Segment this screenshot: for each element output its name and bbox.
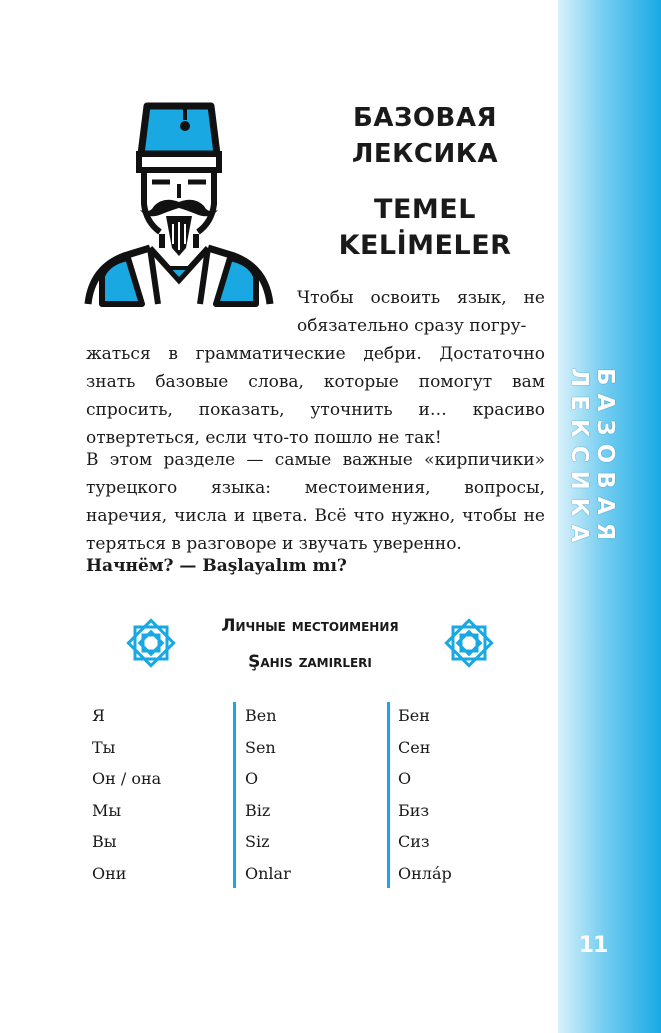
table-cell-russian: Ты [92, 737, 116, 757]
table-cell-russian: Мы [92, 800, 122, 820]
page-number: 11 [578, 933, 608, 958]
table-cell-turkish: Siz [245, 832, 270, 851]
table-cell-pronunciation: Сен [398, 737, 431, 757]
section-title-turkish: Şahıs zamirleri [248, 652, 372, 672]
pronunciation-column [398, 702, 548, 891]
star-ornament-icon [122, 614, 180, 672]
column-divider [387, 702, 390, 888]
table-cell-turkish: Onlar [245, 863, 291, 883]
table-cell-russian: Они [92, 863, 127, 883]
intro-paragraph-3: В этом разделе — самые важные «кирпичики» турецкого языка: местоимения, вопросы, наречия, числа и цвета. Всё что нужно, чтобы не теряться в разговоре и звучать уверенно. [86, 450, 545, 554]
intro-cta: Начнём? — Başlayalım mı? [86, 556, 347, 576]
table-cell-pronunciation: Бен [398, 706, 430, 725]
russian-column [92, 702, 220, 891]
heading-russian: БАЗОВАЯ ЛЕКСИКА [351, 103, 499, 169]
turkish-man-fez-icon [84, 98, 274, 310]
table-cell-pronunciation: Биз [398, 800, 430, 820]
table-cell-pronunciation: Сиз [398, 832, 430, 851]
table-cell-russian: Он / она [92, 769, 162, 788]
table-cell-turkish: Biz [245, 800, 271, 820]
intro-paragraph-1: Чтобы освоить язык, не обязательно сразу погру- [297, 288, 545, 336]
intro-paragraph-2: жаться в грамматические дебри. Достаточно знать базовые слова, которые помогут вам спросить, показать, уточнить и… красиво отвертеться, если что-то пошло не так! [86, 344, 545, 448]
table-cell-turkish: Ben [245, 706, 277, 725]
table-cell-turkish: Sen [245, 737, 276, 757]
heading-turkish: TEMEL KELİMELER [338, 194, 512, 261]
table-cell-pronunciation: Онла́р [398, 863, 452, 883]
section-title-russian: Личные местоимения [221, 616, 399, 636]
column-divider [233, 702, 236, 888]
side-chapter-title: БАЗОВАЯ ЛЕКСИКА [566, 368, 618, 551]
table-cell-russian: Вы [92, 832, 117, 851]
table-cell-russian: Я [92, 706, 105, 725]
table-cell-turkish: O [245, 769, 259, 788]
table-cell-pronunciation: О [398, 769, 412, 788]
turkish-column [245, 702, 385, 891]
star-ornament-icon [440, 614, 498, 672]
